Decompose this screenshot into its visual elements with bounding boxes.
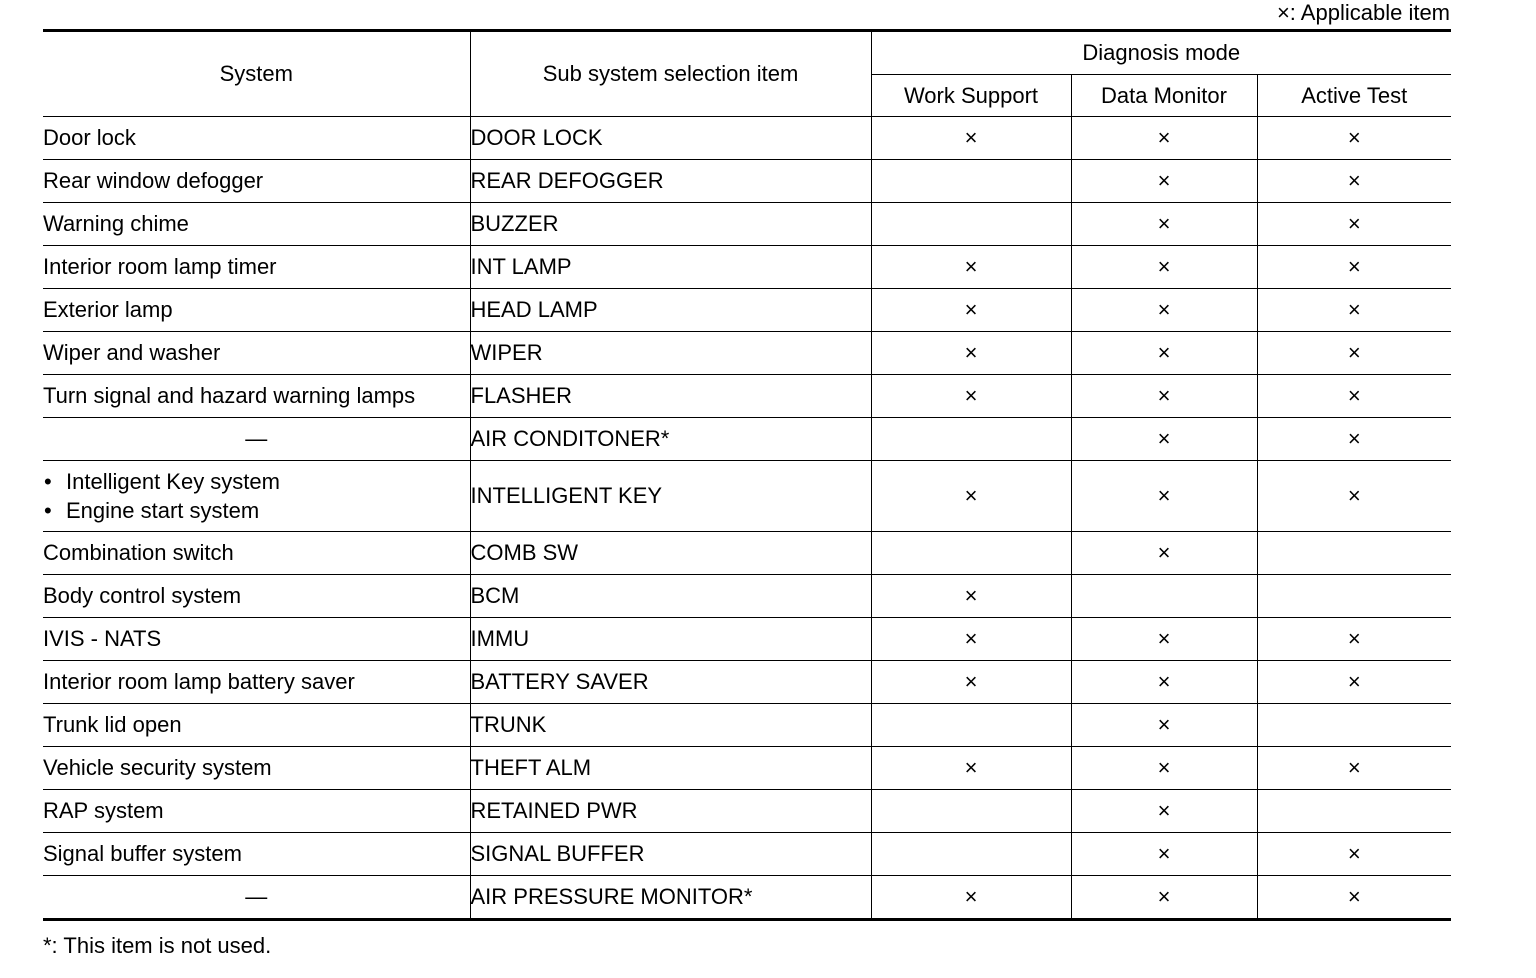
header-system: System <box>43 31 470 117</box>
data-monitor-mark: × <box>1071 461 1257 532</box>
work-support-mark: × <box>871 661 1071 704</box>
system-cell: IVIS - NATS <box>43 618 470 661</box>
active-test-mark: × <box>1257 117 1451 160</box>
data-monitor-mark: × <box>1071 160 1257 203</box>
table-row <box>43 461 1451 532</box>
data-monitor-mark: × <box>1071 117 1257 160</box>
sub-system-cell: HEAD LAMP <box>470 289 871 332</box>
active-test-mark: × <box>1257 418 1451 461</box>
system-cell: Signal buffer system <box>43 833 470 876</box>
table-row <box>43 747 1451 790</box>
system-cell: — <box>43 876 470 920</box>
sub-system-cell: AIR CONDITONER* <box>470 418 871 461</box>
data-monitor-mark: × <box>1071 532 1257 575</box>
table-row <box>43 575 1451 618</box>
active-test-mark: × <box>1257 160 1451 203</box>
data-monitor-mark: × <box>1071 790 1257 833</box>
sub-system-cell: THEFT ALM <box>470 747 871 790</box>
table-row <box>43 117 1451 160</box>
sub-system-cell: REAR DEFOGGER <box>470 160 871 203</box>
work-support-mark <box>871 532 1071 575</box>
active-test-mark: × <box>1257 747 1451 790</box>
sub-system-cell: INT LAMP <box>470 246 871 289</box>
sub-system-cell: BUZZER <box>470 203 871 246</box>
sub-system-cell: COMB SW <box>470 532 871 575</box>
system-cell: RAP system <box>43 790 470 833</box>
system-bullet-item: • Engine start system <box>43 496 470 525</box>
data-monitor-mark: × <box>1071 704 1257 747</box>
system-cell: Wiper and washer <box>43 332 470 375</box>
system-cell: — <box>43 418 470 461</box>
work-support-mark: × <box>871 375 1071 418</box>
sub-system-cell: FLASHER <box>470 375 871 418</box>
system-cell: Rear window defogger <box>43 160 470 203</box>
data-monitor-mark: × <box>1071 375 1257 418</box>
active-test-mark <box>1257 532 1451 575</box>
table-header <box>43 31 1451 117</box>
active-test-mark: × <box>1257 332 1451 375</box>
header-diagnosis-mode: Diagnosis mode <box>871 31 1451 75</box>
work-support-mark <box>871 160 1071 203</box>
work-support-mark: × <box>871 117 1071 160</box>
system-cell: Door lock <box>43 117 470 160</box>
table-row <box>43 203 1451 246</box>
data-monitor-mark: × <box>1071 203 1257 246</box>
active-test-mark: × <box>1257 661 1451 704</box>
work-support-mark <box>871 203 1071 246</box>
active-test-mark: × <box>1257 246 1451 289</box>
work-support-mark <box>871 790 1071 833</box>
sub-system-cell: INTELLIGENT KEY <box>470 461 871 532</box>
data-monitor-mark: × <box>1071 747 1257 790</box>
table-row <box>43 790 1451 833</box>
active-test-mark: × <box>1257 375 1451 418</box>
active-test-mark: × <box>1257 618 1451 661</box>
system-cell: Interior room lamp timer <box>43 246 470 289</box>
system-cell: Exterior lamp <box>43 289 470 332</box>
data-monitor-mark: × <box>1071 418 1257 461</box>
table-row <box>43 160 1451 203</box>
table-row <box>43 833 1451 876</box>
table-body <box>43 117 1451 920</box>
system-cell: Interior room lamp battery saver <box>43 661 470 704</box>
table-row <box>43 375 1451 418</box>
sub-system-cell: BATTERY SAVER <box>470 661 871 704</box>
work-support-mark: × <box>871 575 1071 618</box>
work-support-mark: × <box>871 332 1071 375</box>
table-row <box>43 661 1451 704</box>
active-test-mark: × <box>1257 203 1451 246</box>
sub-system-cell: TRUNK <box>470 704 871 747</box>
system-cell: Vehicle security system <box>43 747 470 790</box>
active-test-mark: × <box>1257 876 1451 920</box>
data-monitor-mark <box>1071 575 1257 618</box>
sub-system-cell: DOOR LOCK <box>470 117 871 160</box>
table-row <box>43 289 1451 332</box>
table-row <box>43 246 1451 289</box>
active-test-mark: × <box>1257 833 1451 876</box>
work-support-mark: × <box>871 618 1071 661</box>
header-work-support: Work Support <box>871 75 1071 117</box>
table-row <box>43 332 1451 375</box>
work-support-mark <box>871 704 1071 747</box>
work-support-mark: × <box>871 747 1071 790</box>
data-monitor-mark: × <box>1071 618 1257 661</box>
table-row <box>43 704 1451 747</box>
footnote: *: This item is not used. <box>43 933 272 958</box>
data-monitor-mark: × <box>1071 289 1257 332</box>
system-cell: Turn signal and hazard warning lamps <box>43 375 470 418</box>
work-support-mark: × <box>871 461 1071 532</box>
active-test-mark: × <box>1257 289 1451 332</box>
active-test-mark: × <box>1257 461 1451 532</box>
table-row <box>43 618 1451 661</box>
header-data-monitor: Data Monitor <box>1071 75 1257 117</box>
data-monitor-mark: × <box>1071 246 1257 289</box>
table-row <box>43 418 1451 461</box>
work-support-mark <box>871 418 1071 461</box>
sub-system-cell: BCM <box>470 575 871 618</box>
table-row <box>43 876 1451 920</box>
system-cell: Combination switch <box>43 532 470 575</box>
active-test-mark <box>1257 704 1451 747</box>
data-monitor-mark: × <box>1071 876 1257 920</box>
work-support-mark: × <box>871 246 1071 289</box>
system-cell: Warning chime <box>43 203 470 246</box>
applicable-item-legend: ×: Applicable item <box>1276 0 1450 25</box>
system-cell <box>43 461 470 532</box>
work-support-mark <box>871 833 1071 876</box>
system-cell: Trunk lid open <box>43 704 470 747</box>
system-cell: Body control system <box>43 575 470 618</box>
diagnosis-mode-table <box>43 29 1451 921</box>
header-row-top <box>43 31 1451 75</box>
sub-system-cell: AIR PRESSURE MONITOR* <box>470 876 871 920</box>
data-monitor-mark: × <box>1071 833 1257 876</box>
system-bullet-item: • Intelligent Key system <box>43 467 470 496</box>
data-monitor-mark: × <box>1071 661 1257 704</box>
active-test-mark <box>1257 790 1451 833</box>
sub-system-cell: WIPER <box>470 332 871 375</box>
sub-system-cell: RETAINED PWR <box>470 790 871 833</box>
active-test-mark <box>1257 575 1451 618</box>
sub-system-cell: IMMU <box>470 618 871 661</box>
header-sub-system: Sub system selection item <box>470 31 871 117</box>
sub-system-cell: SIGNAL BUFFER <box>470 833 871 876</box>
table-row <box>43 532 1451 575</box>
system-bullet-list <box>43 467 470 525</box>
header-active-test: Active Test <box>1257 75 1451 117</box>
work-support-mark: × <box>871 876 1071 920</box>
data-monitor-mark: × <box>1071 332 1257 375</box>
work-support-mark: × <box>871 289 1071 332</box>
